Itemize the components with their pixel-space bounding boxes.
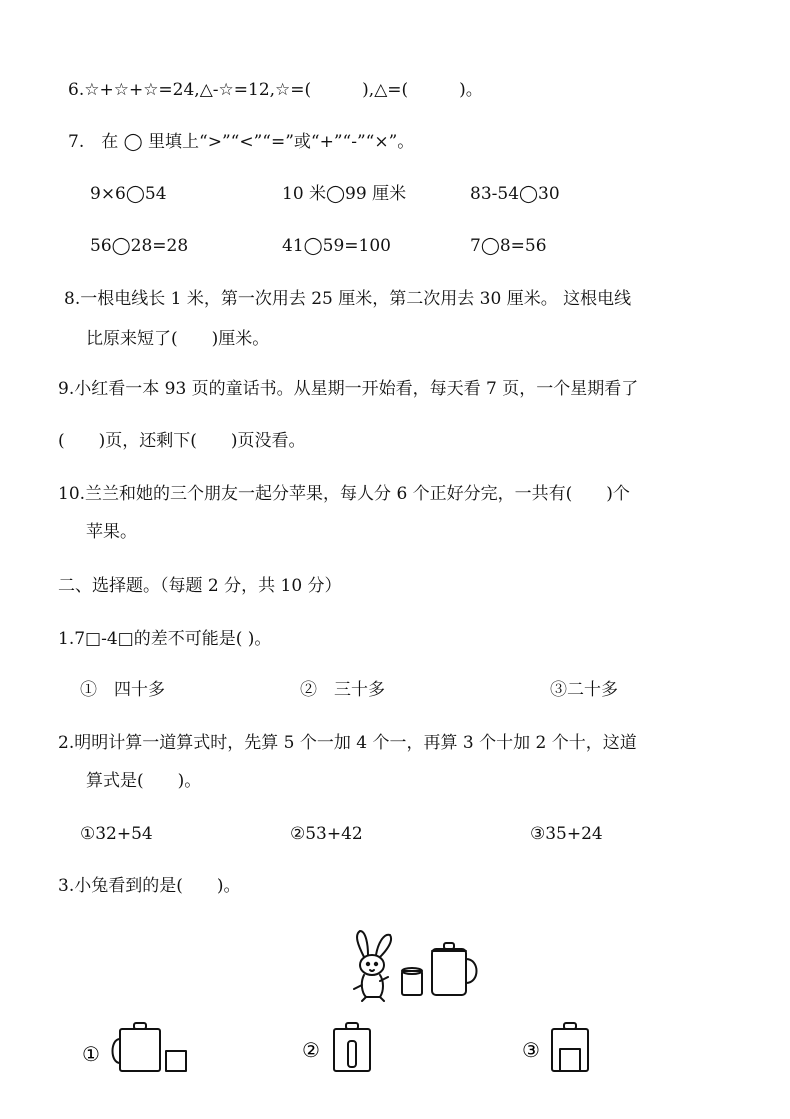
choice-3-option-1-label: ① [82, 1042, 100, 1066]
choice-1-option-3: ③二十多 [550, 680, 618, 700]
question-8-line-2: 比原来短了( )厘米。 [86, 329, 270, 349]
rabbit-scene-illustration [340, 925, 485, 1005]
q7-item-2: 10 米◯99 厘米 [282, 184, 407, 204]
q7-item-6: 7◯8=56 [470, 236, 547, 256]
question-7-intro: 7. 在 ◯ 里填上“>”“<”“=”或“+”“-”“×”。 [68, 132, 415, 152]
choice-3-option-3-label: ③ [522, 1038, 540, 1062]
question-10-line-2: 苹果。 [86, 522, 137, 542]
choice-3-option-3 [520, 1015, 610, 1075]
question-10-line-1: 10.兰兰和她的三个朋友一起分苹果，每人分 6 个正好分完，一共有( )个 [58, 484, 630, 504]
choice-1-option-2: ② 三十多 [300, 680, 385, 700]
choice-2-option-3: ③35+24 [530, 824, 603, 844]
q7-item-5: 41◯59=100 [282, 236, 391, 256]
q7-item-4: 56◯28=28 [90, 236, 189, 256]
question-8-line-1: 8.一根电线长 1 米，第一次用去 25 厘米，第二次用去 30 厘米。 这根电线 [64, 289, 632, 309]
choice-3-option-2-label: ② [302, 1038, 320, 1062]
choice-2-option-1: ①32+54 [80, 824, 153, 844]
choice-3-question: 3.小兔看到的是( )。 [58, 876, 241, 896]
q7-item-3: 83-54◯30 [470, 184, 560, 204]
q7-item-1: 9×6◯54 [90, 184, 167, 204]
choice-2-line-1: 2.明明计算一道算式时，先算 5 个一加 4 个一，再算 3 个十加 2 个十，这道 [58, 733, 637, 753]
choice-1-option-1: ① 四十多 [80, 680, 165, 700]
choice-2-line-2: 算式是( )。 [86, 771, 202, 791]
question-9-line-2: ( )页，还剩下( )页没看。 [58, 431, 306, 451]
choice-1-question: 1.7□-4□的差不可能是( )。 [58, 629, 272, 649]
question-6: 6.☆+☆+☆=24,△-☆=12,☆=( ),△=( )。 [68, 80, 483, 100]
choice-3-option-1 [80, 1015, 190, 1075]
section-2-heading: 二、选择题。（每题 2 分，共 10 分） [58, 576, 342, 596]
question-9-line-1: 9.小红看一本 93 页的童话书。从星期一开始看，每天看 7 页，一个星期看了 [58, 379, 639, 399]
choice-2-option-2: ②53+42 [290, 824, 363, 844]
choice-3-option-2 [300, 1015, 390, 1075]
